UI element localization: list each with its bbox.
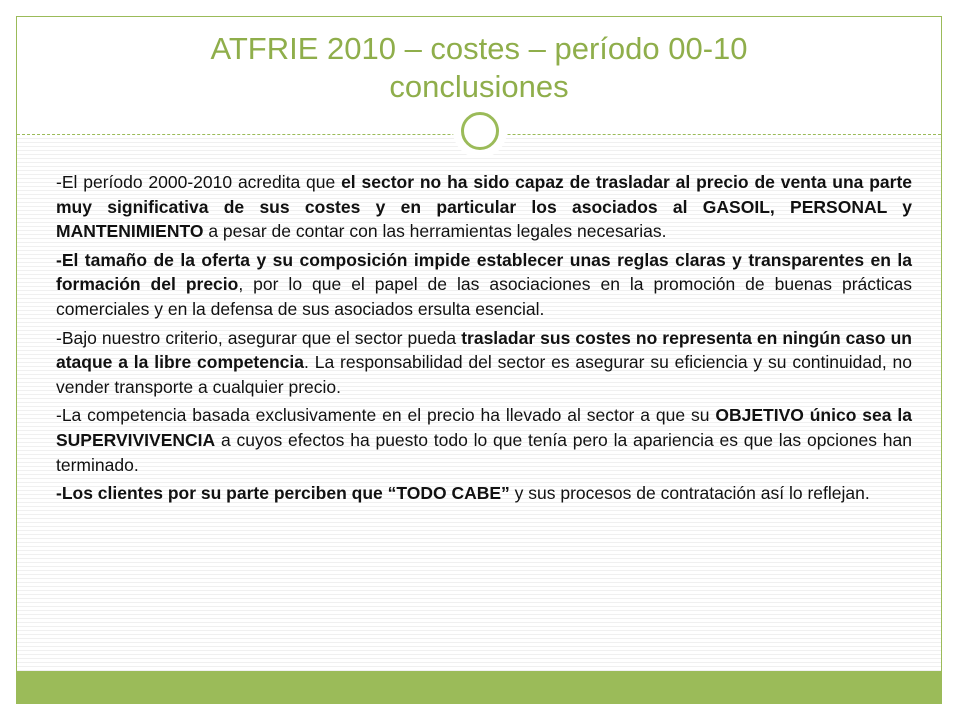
title-line-2: conclusiones xyxy=(389,69,569,104)
text-run: -Bajo nuestro criterio, asegurar que el sector pueda xyxy=(56,327,462,348)
bullet-paragraph-1 xyxy=(56,170,912,244)
bullet-paragraph-3 xyxy=(56,326,912,400)
text-run: , por lo que el papel de las asociaciones en la promoción de buenas prácticas comerciales y en la defensa de sus asociados ersulta esencial. xyxy=(56,274,913,319)
text-run: -El período 2000-2010 acredita que xyxy=(56,172,342,192)
text-run: OBJETIVO único sea la SUPERVIVIVENCIA xyxy=(56,405,912,450)
title-line-1: ATFRIE 2010 – costes – período 00-10 xyxy=(210,31,748,66)
text-run: -Los clientes por su parte perciben que “TODO CABE” xyxy=(56,483,510,504)
slide-title xyxy=(17,30,941,106)
bullet-paragraph-2 xyxy=(56,248,912,322)
text-run: y sus procesos de contratación así lo reflejan. xyxy=(509,483,870,504)
bullet-paragraph-5 xyxy=(56,481,912,506)
bullet-paragraph-4 xyxy=(56,403,912,477)
text-run: a cuyos efectos ha puesto todo lo que tenía pero la apariencia es que las opciones han terminado. xyxy=(56,429,912,475)
text-run: -El tamaño de la oferta y su composición impide establecer unas reglas claras y transparentes en la formación del precio xyxy=(56,249,912,295)
slide-body xyxy=(56,170,912,510)
text-run: trasladar sus costes no representa en ningún caso un ataque a la libre competencia xyxy=(56,327,912,373)
footer-bar xyxy=(17,671,941,703)
circle-ring-icon xyxy=(461,112,499,150)
text-run: . La responsabilidad del sector es asegurar su eficiencia y su continuidad, no vender transporte a cualquier precio. xyxy=(56,352,912,397)
text-run: el sector no ha sido capaz de trasladar al precio de venta una parte muy significativa de sus costes y en particular los asociados al GASOIL, PERSONAL y MANTENIMIENTO xyxy=(56,172,912,242)
text-run: -La competencia basada exclusivamente en el precio ha llevado al sector a que su xyxy=(56,405,716,426)
text-run: a pesar de contar con las herramientas legales necesarias. xyxy=(203,221,667,242)
